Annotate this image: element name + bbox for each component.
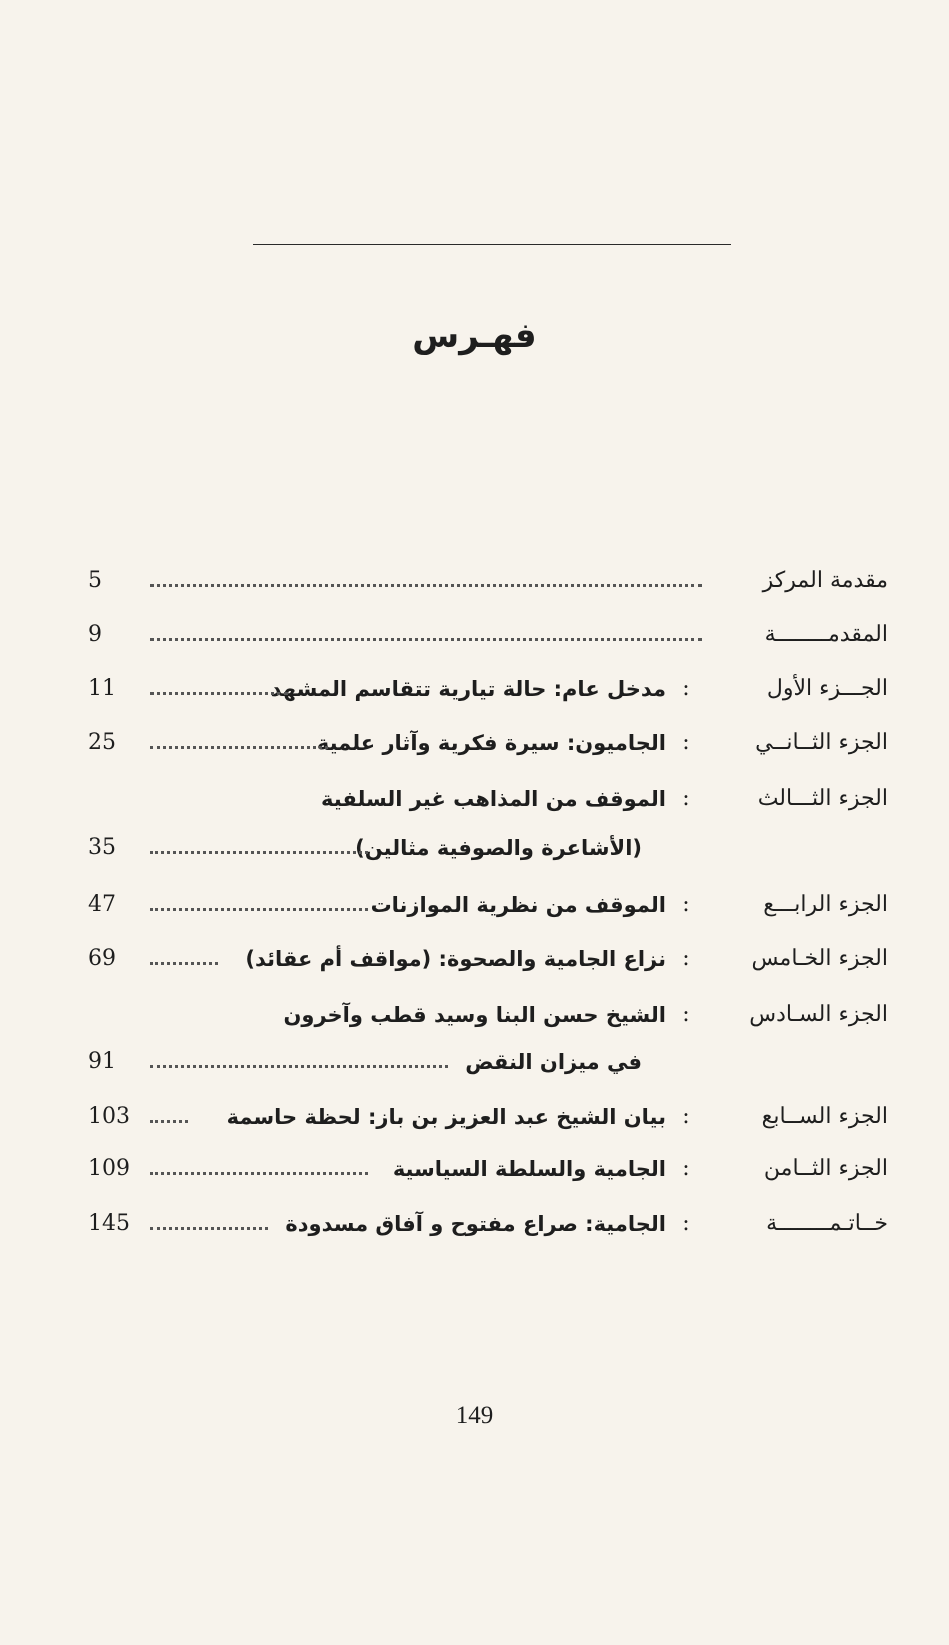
toc-row-label: المقدمــــــــة bbox=[764, 622, 888, 647]
toc-separator: : bbox=[682, 946, 690, 971]
dot-leader bbox=[150, 962, 218, 965]
toc-row bbox=[88, 885, 888, 925]
toc-row-label: الجزء الخـامس bbox=[751, 946, 888, 971]
dot-leader bbox=[150, 1065, 448, 1068]
toc-row-label: الجزء الســابع bbox=[761, 1104, 888, 1129]
dot-leader bbox=[150, 1172, 368, 1175]
toc-separator: : bbox=[682, 1211, 690, 1236]
toc-row-title: في ميزان النقض bbox=[465, 1050, 642, 1074]
toc-separator: : bbox=[682, 1156, 690, 1181]
page-title: فهـرس bbox=[412, 316, 537, 356]
toc-row-title: الجامية والسلطة السياسية bbox=[392, 1157, 666, 1181]
toc-row bbox=[88, 723, 888, 763]
toc-row-label: الجزء الثــانــي bbox=[755, 730, 888, 755]
toc-row-label: الجزء السـادس bbox=[749, 1002, 888, 1027]
toc-separator: : bbox=[682, 676, 690, 701]
toc-row-label: مقدمة المركز bbox=[762, 568, 888, 593]
toc-row-page: 103 bbox=[88, 1104, 130, 1129]
dot-leader bbox=[150, 908, 368, 911]
dot-leader bbox=[150, 746, 328, 749]
toc-row-page: 35 bbox=[88, 835, 116, 860]
toc-separator: : bbox=[682, 1002, 690, 1027]
toc-row-page: 25 bbox=[88, 730, 116, 755]
toc-separator: : bbox=[682, 1104, 690, 1129]
toc-separator: : bbox=[682, 786, 690, 811]
toc-row bbox=[88, 995, 888, 1035]
dot-leader bbox=[150, 1120, 188, 1123]
toc-row-title: الشيخ حسن البنا وسيد قطب وآخرون bbox=[283, 1003, 666, 1027]
toc-row bbox=[88, 669, 888, 709]
toc-row-label: الجزء الثـــالث bbox=[757, 786, 888, 811]
toc-row-page: 91 bbox=[88, 1049, 116, 1074]
dot-leader bbox=[150, 638, 702, 641]
toc-row-title: نزاع الجامية والصحوة: (مواقف أم عقائد) bbox=[245, 947, 666, 971]
toc-row-page: 9 bbox=[88, 622, 102, 647]
toc-row-page: 11 bbox=[88, 676, 116, 701]
dot-leader bbox=[150, 692, 288, 695]
toc-row bbox=[88, 561, 888, 601]
toc-row-page: 5 bbox=[88, 568, 102, 593]
dot-leader bbox=[150, 584, 702, 587]
toc-row-label: خــاتـمــــــــة bbox=[766, 1211, 888, 1236]
toc-row bbox=[88, 1042, 888, 1082]
toc-row-title: الجامية: صراع مفتوح و آفاق مسدودة bbox=[285, 1212, 666, 1236]
toc-row-label: الجزء الرابـــع bbox=[763, 892, 888, 917]
toc-row-title: الجاميون: سيرة فكرية وآثار علمية bbox=[316, 731, 666, 755]
toc-separator: : bbox=[682, 730, 690, 755]
toc-row-page: 47 bbox=[88, 892, 116, 917]
toc-row-title: (الأشاعرة والصوفية مثالين) bbox=[355, 836, 642, 860]
toc-row bbox=[88, 779, 888, 819]
toc-row-page: 109 bbox=[88, 1156, 130, 1181]
page-number: 149 bbox=[455, 1402, 494, 1429]
toc-row-label: الجزء الثــامن bbox=[763, 1156, 888, 1181]
toc-row bbox=[88, 615, 888, 655]
dot-leader bbox=[150, 1227, 268, 1230]
toc-row bbox=[88, 939, 888, 979]
toc-row bbox=[88, 1204, 888, 1244]
toc-row-title: مدخل عام: حالة تيارية تتقاسم المشهد bbox=[270, 677, 666, 701]
toc-separator: : bbox=[682, 892, 690, 917]
toc-row-title: الموقف من المذاهب غير السلفية bbox=[321, 787, 666, 811]
toc-row-title: بيان الشيخ عبد العزيز بن باز: لحظة حاسمة bbox=[226, 1105, 666, 1129]
toc-row bbox=[88, 1149, 888, 1189]
toc-row-title: الموقف من نظرية الموازنات bbox=[370, 893, 666, 917]
toc-row bbox=[88, 1097, 888, 1137]
toc-row-label: الجـــزء الأول bbox=[766, 676, 888, 701]
toc-row bbox=[88, 828, 888, 868]
toc-row-page: 145 bbox=[88, 1211, 130, 1236]
toc-row-page: 69 bbox=[88, 946, 116, 971]
dot-leader bbox=[150, 851, 368, 854]
